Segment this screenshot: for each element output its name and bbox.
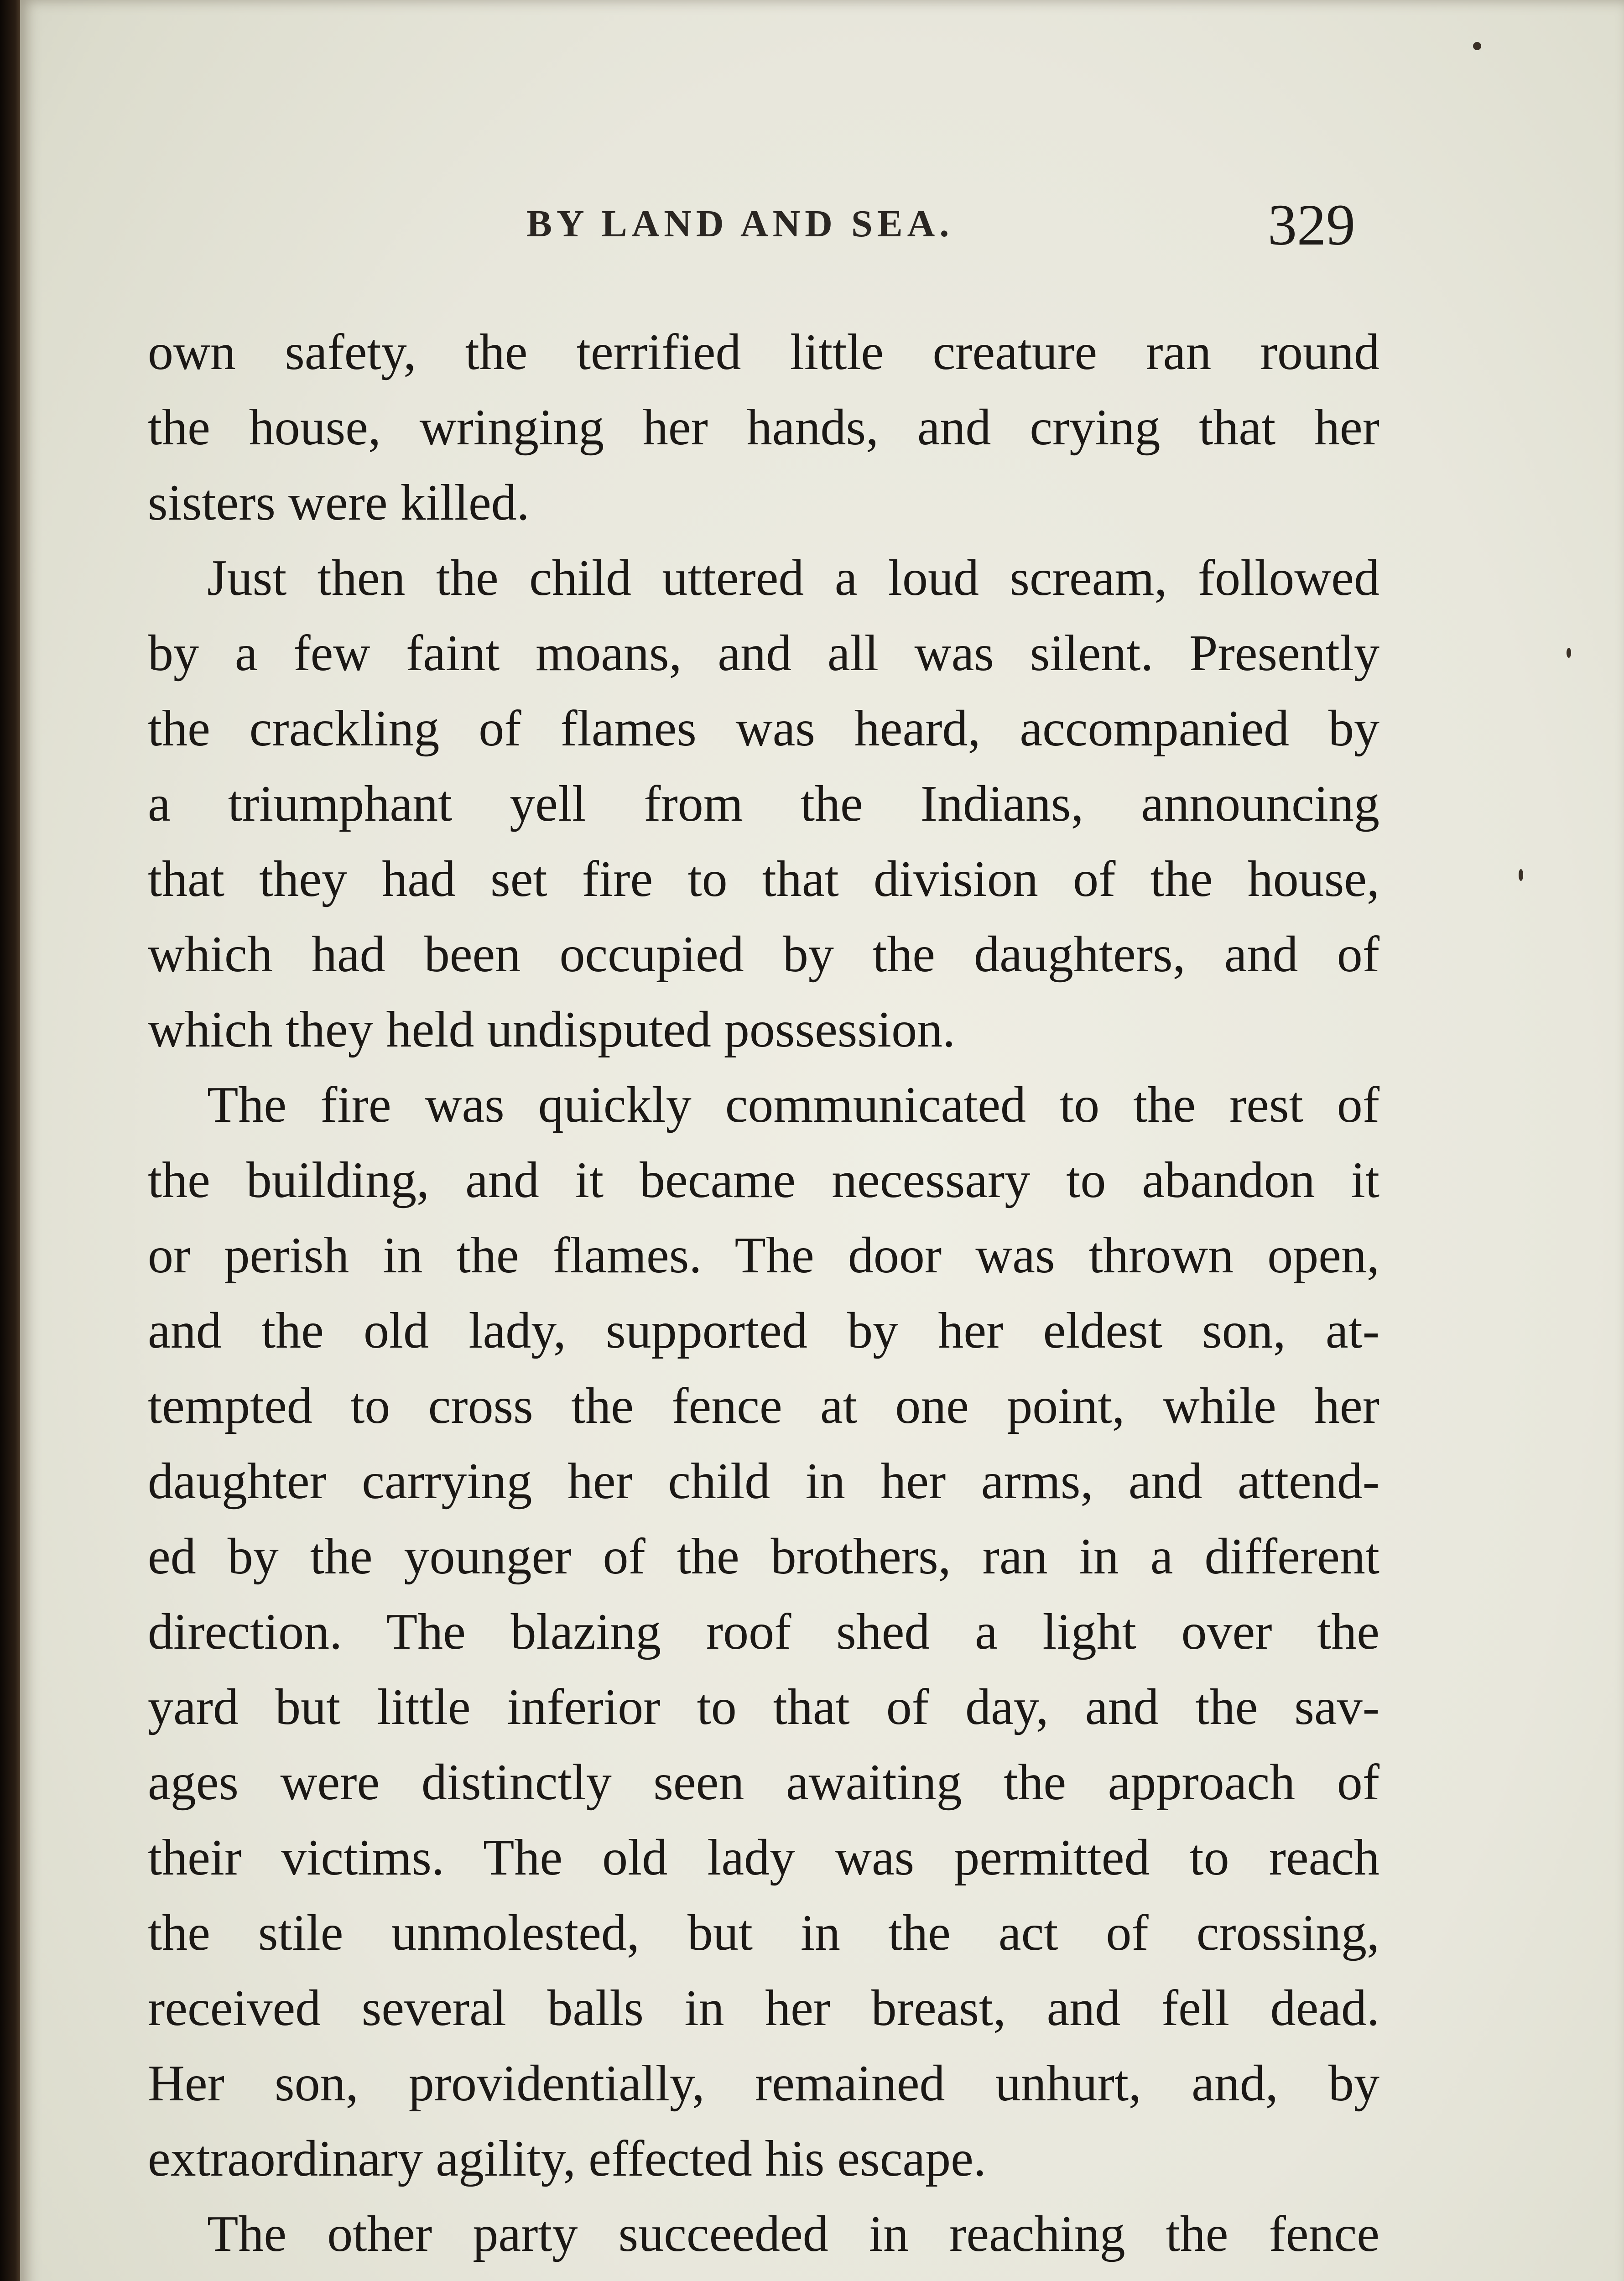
text-line: direction. The blazing roof shed a light over the — [148, 1604, 1379, 1660]
text-line: ages were distinctly seen awaiting the approach of — [148, 1754, 1379, 1811]
text-line: the crackling of flames was heard, accompanied by — [148, 700, 1379, 757]
page-number: 329 — [1268, 193, 1355, 257]
text-line: The fire was quickly communicated to the rest of — [207, 1077, 1379, 1133]
text-line: a triumphant yell from the Indians, announcing — [148, 776, 1379, 832]
running-head: BY LAND AND SEA. — [526, 203, 954, 245]
text-line: yard but little inferior to that of day, and the sav- — [148, 1679, 1379, 1735]
text-line: the stile unmolested, but in the act of crossing, — [148, 1905, 1379, 1961]
text-line: which they held undisputed possession. — [148, 1001, 956, 1058]
text-line: received several balls in her breast, and fell dead. — [148, 1980, 1379, 2036]
paper-speck — [1473, 42, 1481, 50]
body-text — [148, 315, 1379, 2281]
text-line: Just then the child uttered a loud scream, followed — [207, 550, 1379, 606]
text-line: their victims. The old lady was permitted to reach — [148, 1829, 1379, 1886]
text-line: tempted to cross the fence at one point, while her — [148, 1378, 1379, 1434]
text-line: by a few faint moans, and all was silent. Presently — [148, 625, 1379, 682]
text-line: The other party succeeded in reaching the fence — [207, 2206, 1379, 2262]
text-line: or perish in the flames. The door was thrown open, — [148, 1227, 1379, 1284]
text-line — [148, 2272, 1379, 2281]
text-line: the building, and it became necessary to abandon it — [148, 1152, 1379, 1208]
page-header — [20, 192, 1624, 269]
text-line: Her son, providentially, remained unhurt, and, by — [148, 2055, 1379, 2112]
text-line: which had been occupied by the daughters, and of — [148, 926, 1379, 983]
text-line: own safety, the terrified little creature ran round — [148, 324, 1379, 380]
text-line: extraordinary agility, effected his escape. — [148, 2130, 986, 2187]
text-line: sisters were killed. — [148, 474, 530, 531]
book-spine-shadow — [0, 0, 22, 2281]
paper-speck — [1567, 648, 1571, 658]
text-line: and the old lady, supported by her eldest son, at- — [148, 1302, 1379, 1359]
text-line: daughter carrying her child in her arms, and attend- — [148, 1453, 1379, 1510]
text-line: the house, wringing her hands, and crying that her — [148, 399, 1379, 456]
text-line: ed by the younger of the brothers, ran in a different — [148, 1528, 1379, 1585]
book-page — [20, 0, 1624, 2281]
text-line: that they had set fire to that division of the house, — [148, 851, 1379, 907]
paper-speck — [1519, 869, 1523, 881]
